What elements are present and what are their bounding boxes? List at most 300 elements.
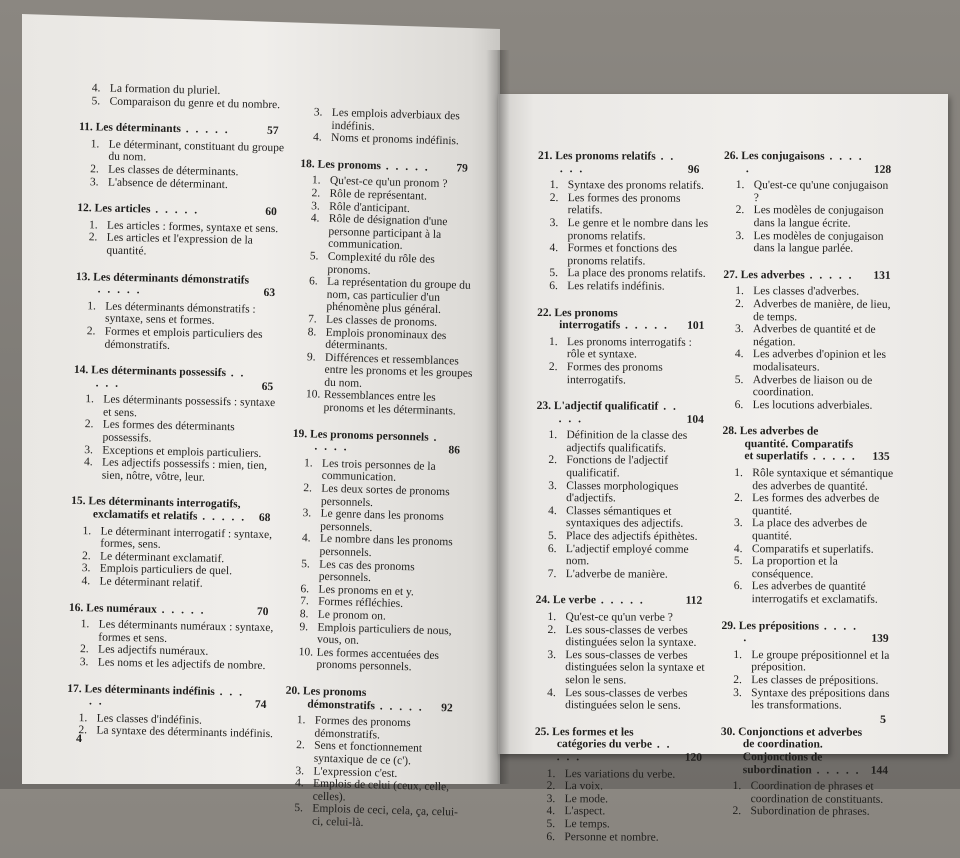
item-text: Complexité du rôle des pronoms. [327,251,435,277]
section-heading [74,364,284,394]
subtopic-list [536,429,709,581]
item-number: 6. [300,583,309,596]
item-text: Syntaxe des pronoms relatifs. [568,179,704,192]
item-text: Le mode. [565,793,608,805]
list-item [723,230,895,256]
section-title: 22. Les pronoms interrogatifs [537,307,620,332]
subtopic-list [78,138,289,193]
item-text: Rôle de représentant. [329,188,427,203]
item-number: 6. [549,280,558,293]
item-text: Différences et ressemblances entre les pronoms et les groupes du nom. [324,351,473,389]
item-text: Les formes des pronoms relatifs. [568,192,681,217]
section-heading [76,270,286,300]
item-number: 1. [549,336,558,349]
section-title: 17. Les déterminants indéfinis [67,682,215,697]
subtopic-list [534,768,706,844]
subtopic-list [79,82,289,112]
item-text: Les modèles de conjugaison dans la langue parlée. [753,230,883,255]
item-number: 1. [548,429,557,442]
list-item [723,373,895,399]
item-text: Les formes accentuées des pronoms personnels. [316,646,439,673]
item-number: 2. [547,780,556,793]
list-item [721,649,893,675]
item-number: 9. [307,351,316,364]
item-text: La formation du pluriel. [110,83,221,97]
section-heading [537,400,709,426]
list-item [536,429,708,455]
item-text: Coordination de phrases et coordination de constituants. [751,780,884,805]
item-number: 5. [91,95,100,108]
item-number: 3. [548,480,557,493]
item-text: La syntaxe des déterminants indéfinis. [96,725,273,741]
list-item [296,275,475,318]
list-item [535,624,707,650]
toc-section [69,495,281,592]
list-item [538,179,710,192]
item-text: Les adjectifs possessifs : mien, tien, sien, nôtre, vôtre, leur. [102,457,268,484]
list-item [538,217,710,243]
section-heading [292,428,471,458]
item-text: Le déterminant exclamatif. [100,550,224,565]
right-page-column-1 [534,150,710,858]
section-heading [77,202,287,219]
leader-dots: . . . . . [746,151,864,175]
item-text: La place des pronoms relatifs. [567,267,705,280]
item-text: Les classes d'indéfinis. [97,712,202,726]
item-text: Formes des pronoms interrogatifs. [567,361,663,386]
item-text: Emplois de celui (ceux, celle, celles). [313,778,450,804]
toc-section [723,269,896,412]
list-item [298,212,477,255]
left-page-number: 4 [76,731,82,746]
item-text: L'adjectif employé comme nom. [566,543,689,568]
leader-dots: . . . . . [812,764,861,776]
leader-dots: . . . . . [557,739,672,763]
leader-dots: . . . . . [150,204,199,217]
leader-dots: . . . . . [375,700,424,713]
item-text: Le temps. [564,818,609,830]
section-heading [67,682,277,712]
item-number: 3. [295,765,304,778]
left-page-column-1 [66,82,290,755]
toc-section [293,158,478,419]
item-number: 2. [733,674,742,687]
item-number: 1. [733,649,742,662]
item-number: 5. [548,530,557,543]
item-number: 1. [89,219,98,232]
toc-section [68,601,279,672]
list-item [536,543,708,569]
item-text: Le nombre dans les pronoms personnels. [319,533,453,559]
item-number: 6. [546,831,555,844]
list-item [724,204,896,230]
item-text: Les classes de pronoms. [326,314,437,329]
item-number: 4. [547,687,556,700]
item-number: 5. [310,250,319,263]
section-title: 14. Les déterminants possessifs [74,364,226,379]
toc-section [72,364,284,486]
item-text: Classes morphologiques d'adjectifs. [566,480,678,505]
item-number: 8. [308,326,317,339]
subtopic-list [282,714,463,832]
item-text: L'absence de déterminant. [108,176,228,191]
item-number: 3. [547,793,556,806]
item-text: Qu'est-ce qu'un pronom ? [330,175,448,190]
item-number: 1. [734,467,743,480]
item-number: 3. [314,106,323,119]
item-number: 2. [296,739,305,752]
item-text: Les sous-classes de verbes distinguées selon le sens. [565,687,687,712]
item-number: 2. [547,624,556,637]
item-number: 1. [312,175,321,188]
item-text: Le groupe prépositionnel et la préposition. [751,649,889,674]
list-item [534,830,706,843]
item-text: Les pronoms interrogatifs : rôle et syntaxe. [567,336,692,361]
list-item [537,267,709,280]
item-number: 4. [734,543,743,556]
item-number: 9. [299,621,308,634]
section-title: 20. Les pronoms démonstratifs [286,685,376,712]
item-text: Définition de la classe des adjectifs qualificatifs. [566,429,687,454]
item-text: Rôle d'anticipant. [329,200,410,214]
list-item [722,580,894,606]
item-number: 4. [84,456,93,469]
item-text: Fonctions de l'adjectif qualificatif. [566,455,668,480]
item-text: Emplois de ceci, cela, ça, celui-ci, celui-là. [312,803,458,829]
section-title: 27. Les adverbes [723,269,805,281]
list-item [535,805,707,818]
item-number: 3. [84,444,93,457]
item-number: 2. [80,644,89,657]
item-number: 4. [735,348,744,361]
subtopic-list [535,611,708,713]
item-number: 2. [82,550,91,563]
item-text: Les noms et les adjectifs de nombre. [98,656,266,672]
list-item [721,674,893,687]
item-text: Subordination de phrases. [751,805,870,818]
item-number: 2. [303,482,312,495]
item-text: Exceptions et emplois particuliers. [102,444,261,459]
item-text: Adverbes de quantité et de négation. [753,323,876,348]
subtopic-list [721,649,893,713]
leader-dots: . . . . . [98,284,142,297]
item-text: Les formes des déterminants possessifs. [102,419,234,445]
item-number: 5. [294,802,303,815]
list-item [537,336,709,362]
item-text: L'adverbe de manière. [566,568,668,581]
left-page-column-2 [281,106,479,846]
subtopic-list [72,393,284,486]
item-number: 5. [301,558,310,571]
item-text: Adverbes de liaison ou de coordination. [753,374,873,399]
list-item [534,818,706,831]
item-text: Les classes de déterminants. [108,164,239,179]
item-number: 3. [735,323,744,336]
item-text: L'expression c'est. [313,765,397,779]
continued-items [301,106,480,149]
list-item [537,361,709,387]
item-text: La représentation du groupe du nom, cas particulier d'un phénomène plus général. [326,276,471,316]
list-item [535,793,707,806]
toc-section [537,150,710,293]
section-heading [538,150,710,176]
item-text: Emplois pronominaux des déterminants. [325,326,446,352]
item-text: Les adverbes d'opinion et les modalisateurs. [753,348,886,373]
subtopic-list [69,525,280,592]
item-text: Personne et nombre. [564,831,658,843]
list-item [536,568,708,581]
subtopic-list [722,467,895,606]
item-text: La place des adverbes de quantité. [752,518,867,543]
item-number: 1. [82,525,91,538]
item-text: Les articles : formes, syntaxe et sens. [107,219,278,235]
item-number: 3. [90,176,99,189]
item-text: Les sous-classes de verbes distinguées selon la syntaxe. [565,624,696,649]
list-item [536,454,708,480]
item-text: Rôle syntaxique et sémantique des adverbes de quantité. [752,467,893,492]
list-item [72,456,282,486]
item-number: 1. [85,393,94,406]
item-number: 2. [548,455,557,468]
list-item [724,179,896,205]
toc-section [534,726,707,844]
item-number: 7. [300,596,309,609]
item-number: 5. [549,267,558,280]
subtopic-list [721,780,893,819]
item-number: 5. [734,555,743,568]
item-text: Le déterminant interrogatif : syntaxe, formes, sens. [100,525,272,551]
item-number: 1. [304,457,313,470]
section-title: 16. Les numéraux [69,601,157,615]
item-text: Qu'est-ce qu'une conjugaison ? [754,179,889,204]
subtopic-list [76,219,287,261]
item-text: Les déterminants démonstratifs : syntaxe, sens et formes. [105,300,256,327]
item-number: 1. [79,712,88,725]
item-number: 6. [548,543,557,556]
item-number: 2. [550,192,559,205]
item-text: Les adverbes de quantité interrogatifs et exclamatifs. [752,581,878,606]
list-item [722,467,894,493]
item-number: 7. [548,568,557,581]
item-text: Classes sémantiques et syntaxiques des adjectifs. [566,505,683,530]
section-heading [723,269,895,282]
subtopic-list [286,457,470,676]
list-item [535,649,707,688]
list-item [537,280,709,293]
section-title: 24. Le verbe [536,594,596,606]
list-item [723,285,895,298]
section-heading [536,594,708,607]
item-number: 1. [733,780,742,793]
leader-dots: . . . . . [197,511,246,524]
item-number: 10. [299,646,314,659]
item-number: 2. [89,232,98,245]
item-number: 4. [311,212,320,225]
item-number: 8. [300,608,309,621]
item-number: 7. [308,313,317,326]
list-item [536,505,708,531]
leader-dots: . . . . . [181,123,230,136]
item-number: 4. [313,132,322,145]
list-item [286,646,465,676]
section-heading [300,158,478,176]
list-item [721,687,893,713]
item-number: 3. [311,200,320,213]
item-number: 2. [78,724,87,737]
section-heading [721,620,893,646]
subtopic-list [66,712,276,742]
list-item [721,780,893,806]
list-item [535,780,707,793]
item-number: 6. [735,399,744,412]
item-text: Qu'est-ce qu'un verbe ? [566,611,673,624]
item-text: Comparatifs et superlatifs. [752,543,874,556]
list-item [74,325,284,355]
item-text: Formes réfléchies. [318,596,403,610]
section-title: 18. Les pronoms [300,158,381,172]
item-number: 3. [82,563,91,576]
item-number: 3. [733,687,742,700]
leader-dots: . . . . . [157,603,206,616]
toc-section [721,726,893,819]
item-text: La proportion et la conséquence. [752,555,838,580]
list-item [722,492,894,518]
continued-items [79,82,289,112]
toc-section [536,400,709,581]
list-item [722,555,894,581]
item-text: Les pronoms en et y. [318,583,414,598]
item-number: 2. [733,805,742,818]
item-number: 3. [550,217,559,230]
toc-section [76,202,287,261]
section-title: 19. Les pronoms personnels [293,428,429,444]
list-item [282,802,461,832]
item-text: Les emplois adverbiaux des indéfinis. [331,107,460,133]
list-item [293,388,472,418]
list-item [536,530,708,543]
item-text: Ressemblances entre les pronoms et les déterminants. [323,389,456,417]
item-number: 5. [735,374,744,387]
item-text: Les variations du verbe. [565,768,676,781]
item-text: Les deux sortes de pronoms personnels. [321,483,450,509]
item-text: Le genre et le nombre dans les pronoms relatifs. [568,217,709,242]
subtopic-list [537,336,709,387]
section-heading [535,726,707,765]
subtopic-list [723,285,896,412]
section-title: 12. Les articles [77,202,150,216]
list-item [722,543,894,556]
list-item [76,231,286,261]
item-text: Les locutions adverbiales. [753,399,873,412]
toc-section [723,150,896,256]
subtopic-list [293,174,478,418]
leader-dots: . . . . . [559,401,678,425]
section-title: 13. Les déterminants démonstratifs [76,270,249,286]
item-number: 1. [736,179,745,192]
item-number: 2. [311,187,320,200]
leader-dots: . . . . . [620,320,669,332]
section-title: 15. Les déterminants interrogatifs, exclamatifs et relatifs [71,495,241,522]
item-number: 2. [85,419,94,432]
item-number: 2. [549,361,558,374]
section-heading [537,307,709,333]
toc-section [535,594,708,712]
leader-dots: . . . . . [314,431,438,453]
list-item [537,242,709,268]
toc-section [74,270,286,354]
item-text: Formes des pronoms démonstratifs. [314,715,410,741]
item-text: Le déterminant relatif. [99,576,202,590]
section-title: 26. Les conjugaisons [724,150,825,163]
subtopic-list [301,106,480,149]
toc-section [721,620,893,713]
leader-dots: . . . . . [743,620,858,644]
item-text: La voix. [565,780,603,792]
leader-dots: . . . . . [96,367,246,389]
item-text: L'aspect. [565,805,606,817]
item-text: Emplois particuliers de nous, vous, on. [317,621,452,647]
item-number: 4. [92,82,101,95]
toc-section [286,428,471,676]
section-title: 25. Les formes et les catégories du verbe [535,726,652,751]
item-text: Syntaxe des prépositions dans les transformations. [751,687,889,712]
item-number: 1. [548,611,557,624]
item-number: 1. [87,300,96,313]
item-number: 4. [295,777,304,790]
item-text: Les sous-classes de verbes distinguées selon la syntaxe et selon le sens. [565,649,704,687]
list-item [722,517,894,543]
item-number: 1. [297,714,306,727]
section-heading [722,425,894,464]
toc-section [722,425,895,606]
item-text: Les formes des adverbes de quantité. [752,492,879,517]
item-text: Les classes d'adverbes. [753,285,859,298]
item-text: Les modèles de conjugaison dans la langue écrite. [754,205,884,230]
list-item [294,351,473,394]
list-item [536,611,708,624]
leader-dots: . . . . . [596,595,645,607]
item-number: 1. [550,179,559,192]
item-text: Rôle de désignation d'une personne participant à la communication. [328,213,448,252]
list-item [723,323,895,349]
item-number: 3. [734,517,743,530]
item-number: 10. [306,389,321,402]
item-number: 3. [736,230,745,243]
subtopic-list [68,618,279,673]
item-number: 6. [734,580,743,593]
item-text: Les déterminants numéraux : syntaxe, formes et sens. [98,619,273,645]
section-title: 11. Les déterminants [79,121,181,135]
section-title: 29. Les prépositions [721,620,819,633]
section-title: 30. Conjonctions et adverbes de coordination. Conjonctions de subordination [721,726,862,776]
item-number: 4. [302,533,311,546]
subtopic-list [74,300,285,355]
item-text: Le genre dans les pronoms personnels. [320,508,444,534]
item-number: 2. [90,163,99,176]
subtopic-list [723,179,895,255]
list-item [723,348,895,374]
item-text: Formes et fonctions des pronoms relatifs. [567,242,677,267]
leader-dots: . . . . . [381,160,430,173]
list-item [535,768,707,781]
section-title: 28. Les adverbes de quantité. Comparatifs et superlatifs [722,425,853,463]
item-number: 2. [87,325,96,338]
section-heading [71,495,281,525]
section-heading [69,601,279,618]
item-number: 1. [735,285,744,298]
item-number: 4. [81,575,90,588]
item-text: Sens et fonctionnement syntaxique de ce (c'). [314,740,423,767]
